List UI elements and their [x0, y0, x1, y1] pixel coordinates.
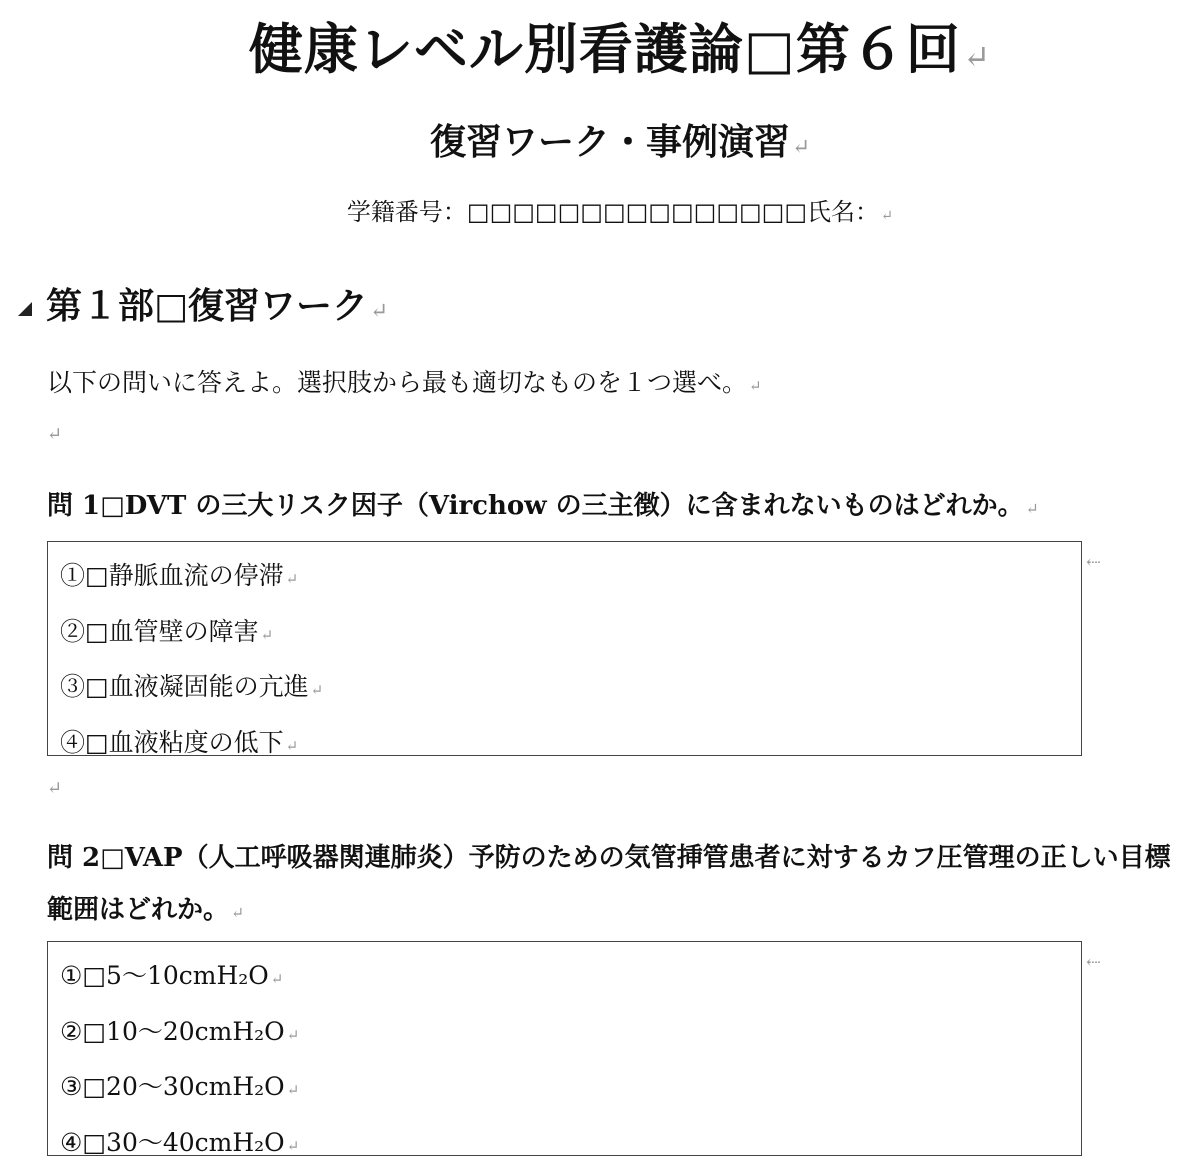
- paragraph-mark: ↵: [881, 208, 893, 224]
- empty-paragraph-mark: ↵: [47, 778, 62, 799]
- option-2[interactable]: ②□10～20cmH₂O ↵: [60, 1006, 1069, 1062]
- question-1: 問 1□DVT の三大リスク因子（Virchow の三主徴）に含まれないものはどれか。 ↵: [47, 480, 1187, 535]
- option-4[interactable]: ④□30～40cmH₂O ↵: [60, 1117, 1069, 1172]
- question-1-options-box: [47, 541, 1082, 756]
- paragraph-mark: ↵: [792, 135, 810, 160]
- question-2: 問 2□VAP（人工呼吸器関連肺炎）予防のための気管挿管患者に対するカフ圧管理の正しい目標範囲はどれか。 ↵: [47, 832, 1187, 939]
- table-row-end-mark: ⇠: [1086, 952, 1101, 973]
- paragraph-mark: ↵: [286, 570, 299, 588]
- option-3[interactable]: ③□20～30cmH₂O ↵: [60, 1061, 1069, 1117]
- paragraph-mark: ↵: [286, 737, 299, 755]
- document-title: 健康レベル別看護論□第６回↵: [0, 14, 1200, 92]
- paragraph-mark: ↵: [271, 970, 284, 988]
- paragraph-mark: ↵: [311, 681, 324, 699]
- paragraph-mark: ↵: [963, 38, 991, 76]
- paragraph-mark: ↵: [749, 377, 762, 395]
- document-subtitle: 復習ワーク・事例演習↵: [0, 116, 1200, 174]
- paragraph-mark: ↵: [287, 1081, 300, 1099]
- paragraph-mark: ↵: [1026, 500, 1039, 518]
- paragraph-mark: ↵: [287, 1137, 300, 1155]
- paragraph-mark: ↵: [231, 904, 244, 922]
- option-1[interactable]: ①□静脈血流の停滞 ↵: [60, 550, 1069, 606]
- table-row-end-mark: ⇠: [1086, 552, 1101, 573]
- student-id-name-line[interactable]: 学籍番号：□□□□□□□□□□□□□□□氏名： ↵: [0, 194, 1200, 234]
- empty-paragraph-mark: ↵: [47, 424, 62, 445]
- instruction-text: 以下の問いに答えよ。選択肢から最も適切なものを１つ選べ。 ↵: [47, 364, 762, 405]
- option-2[interactable]: ②□血管壁の障害 ↵: [60, 606, 1069, 662]
- collapse-triangle-icon[interactable]: [18, 302, 32, 316]
- question-2-options-box: [47, 941, 1082, 1156]
- paragraph-mark: ↵: [370, 299, 388, 324]
- option-3[interactable]: ③□血液凝固能の亢進 ↵: [60, 661, 1069, 717]
- section-heading: 第１部□復習ワーク↵: [18, 280, 388, 338]
- paragraph-mark: ↵: [287, 1026, 300, 1044]
- option-4[interactable]: ④□血液粘度の低下 ↵: [60, 717, 1069, 773]
- option-1[interactable]: ①□5～10cmH₂O ↵: [60, 950, 1069, 1006]
- paragraph-mark: ↵: [261, 626, 274, 644]
